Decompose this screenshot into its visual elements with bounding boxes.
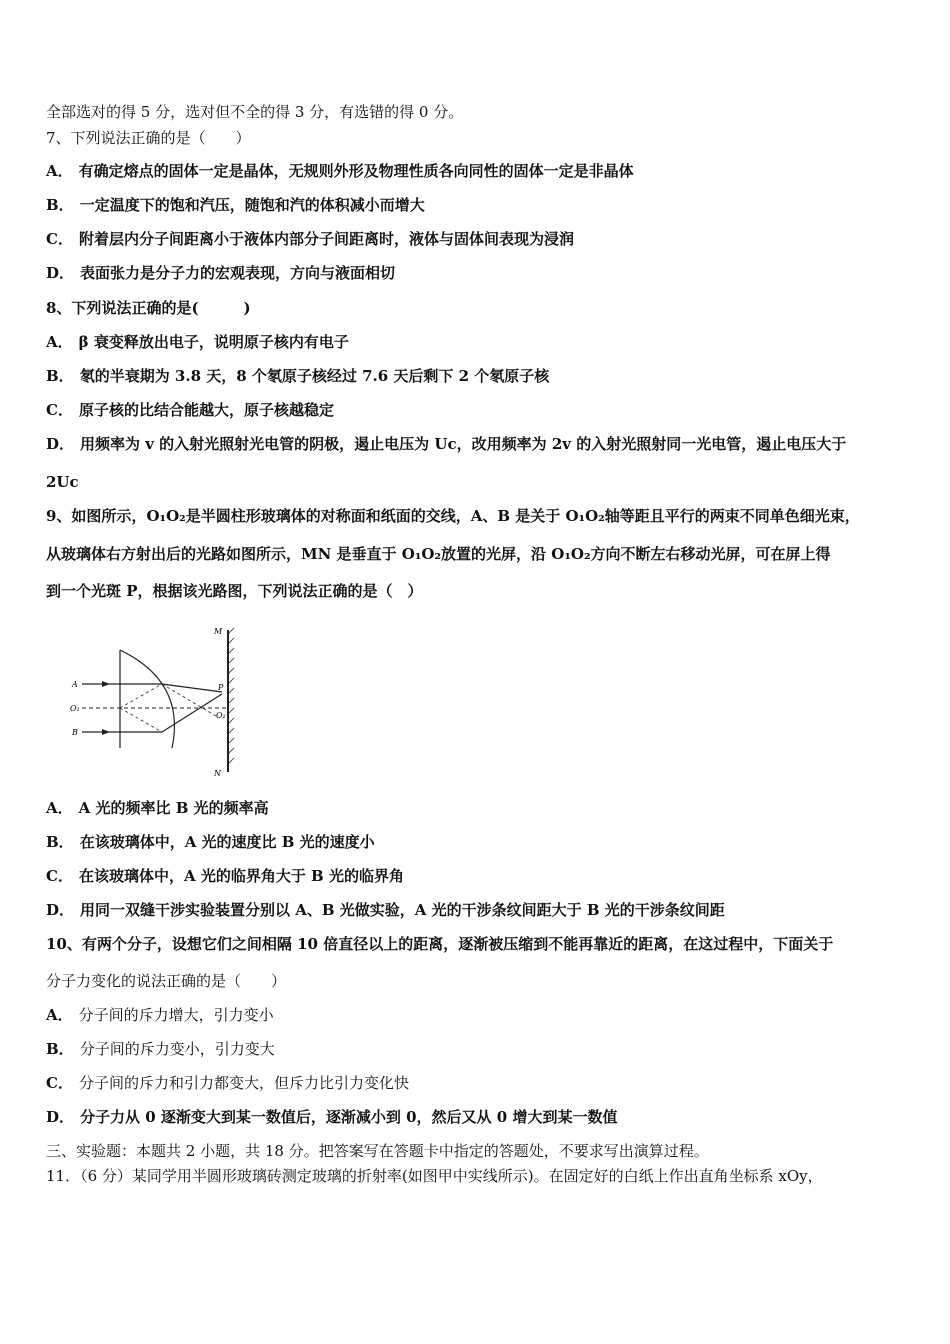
beam-b-arrow-icon	[102, 729, 110, 735]
option-letter: B．	[46, 1040, 74, 1058]
q7-option-a	[46, 161, 634, 181]
q8-option-b-text: 氡的半衰期为 3.8 天，8 个氡原子核经过 7.6 天后剩下 2 个氡原子核	[79, 367, 550, 385]
option-letter: A．	[46, 162, 73, 180]
q8-option-a-text: β 衰变释放出电子，说明原子核内有电子	[78, 333, 349, 351]
construction-line-b	[120, 708, 162, 732]
label-b: B	[72, 728, 78, 737]
glass-arc	[120, 650, 174, 748]
optics-diagram	[68, 622, 248, 782]
option-letter: A．	[46, 333, 73, 351]
q7-option-d	[46, 263, 395, 283]
q7-option-c	[46, 229, 574, 249]
header-note: 全部选对的得 5 分，选对但不全的得 3 分，有选错的得 0 分。	[46, 103, 464, 121]
q7-option-b-text: 一定温度下的饱和汽压，随饱和汽的体积减小而增大	[79, 196, 425, 214]
q8-option-b	[46, 366, 549, 386]
q8-option-d-continued: 2Uc	[46, 473, 79, 491]
q9-option-d-text: 用同一双缝干涉实验装置分别以 A、B 光做实验，A 光的干涉条纹间距大于 B 光的干涉条纹间距	[80, 901, 725, 919]
label-m: M	[214, 627, 223, 636]
q10-option-a	[46, 1005, 274, 1025]
q7-option-a-text: 有确定熔点的固体一定是晶体，无规则外形及物理性质各向同性的固体一定是非晶体	[78, 162, 634, 180]
q8-stem: 8、下列说法正确的是( )	[46, 299, 251, 317]
q10-option-b	[46, 1039, 275, 1059]
option-letter: D．	[46, 264, 75, 282]
q7-stem: 7、下列说法正确的是（ ）	[46, 129, 251, 147]
option-letter: C．	[46, 401, 73, 419]
q10-option-a-text: 分子间的斥力增大，引力变小	[78, 1006, 274, 1024]
q9-option-d	[46, 900, 725, 920]
q9-stem-line3: 到一个光斑 P，根据该光路图，下列说法正确的是（ ）	[46, 582, 423, 600]
q10-option-d-text: 分子力从 0 逐渐变大到某一数值后，逐渐减小到 0，然后又从 0 增大到某一数值	[80, 1108, 618, 1126]
q7-option-c-text: 附着层内分子间距离小于液体内部分子间距离时，液体与固体间表现为浸润	[78, 230, 574, 248]
q10-option-d	[46, 1107, 617, 1127]
option-letter: C．	[46, 230, 73, 248]
q10-stem-line1: 10、有两个分子，设想它们之间相隔 10 倍直径以上的距离，逐渐被压缩到不能再靠近的距离，在这过程中，下面关于	[46, 935, 834, 953]
label-n: N	[214, 769, 221, 778]
beam-a-refracted	[162, 684, 222, 692]
label-o2: O₂	[216, 711, 226, 720]
q8-option-c-text: 原子核的比结合能越大，原子核越稳定	[78, 401, 334, 419]
option-letter: D．	[46, 901, 75, 919]
q8-option-d-text: 用频率为 v 的入射光照射光电管的阴极，遏止电压为 Uc，改用频率为 2v 的入射光照射同一光电管，遏止电压大于	[80, 435, 847, 453]
q11-stem: 11．（6 分）某同学用半圆形玻璃砖测定玻璃的折射率(如图甲中实线所示)。在固定好的白纸上作出直角坐标系 xOy，	[46, 1167, 823, 1185]
option-letter: C．	[46, 867, 73, 885]
construction-line-a	[120, 684, 162, 708]
q10-option-b-text: 分子间的斥力变小，引力变大	[79, 1040, 275, 1058]
q9-option-a-text: A 光的频率比 B 光的频率高	[78, 799, 269, 817]
q9-stem-line2: 从玻璃体右方射出后的光路如图所示，MN 是垂直于 O₁O₂放置的光屏，沿 O₁O₂方向不断左右移动光屏，可在屏上得	[46, 545, 831, 563]
label-p: P	[218, 683, 224, 692]
q7-option-b	[46, 195, 425, 215]
q8-option-a	[46, 332, 349, 352]
q8-option-c	[46, 400, 334, 420]
label-o1: O₁	[70, 704, 80, 713]
q9-option-b-text: 在该玻璃体中，A 光的速度比 B 光的速度小	[79, 833, 375, 851]
q10-option-c-text: 分子间的斥力和引力都变大，但斥力比引力变化快	[78, 1074, 409, 1092]
option-letter: D．	[46, 1108, 75, 1126]
q9-option-c	[46, 866, 404, 886]
option-letter: A．	[46, 1006, 73, 1024]
beam-b-refracted	[162, 694, 222, 732]
option-letter: D．	[46, 435, 75, 453]
q9-option-c-text: 在该玻璃体中，A 光的临界角大于 B 光的临界角	[78, 867, 404, 885]
section3-heading: 三、实验题：本题共 2 小题，共 18 分。把答案写在答题卡中指定的答题处，不要求写出演算过程。	[46, 1142, 709, 1160]
q9-stem-line1: 9、如图所示，O₁O₂是半圆柱形玻璃体的对称面和纸面的交线，A、B 是关于 O₁O₂轴等距且平行的两束不同单色细光束，	[46, 507, 860, 525]
option-letter: B．	[46, 196, 74, 214]
option-letter: A．	[46, 799, 73, 817]
q10-stem-line2: 分子力变化的说法正确的是（ ）	[46, 972, 287, 990]
option-letter: B．	[46, 833, 74, 851]
beam-a-arrow-icon	[102, 681, 110, 687]
label-a: A	[72, 680, 78, 689]
q10-option-c	[46, 1073, 409, 1093]
q9-option-a	[46, 798, 269, 818]
q9-option-b	[46, 832, 375, 852]
option-letter: B．	[46, 367, 74, 385]
q8-option-d	[46, 434, 846, 454]
q7-option-d-text: 表面张力是分子力的宏观表现，方向与液面相切	[80, 264, 396, 282]
option-letter: C．	[46, 1074, 73, 1092]
